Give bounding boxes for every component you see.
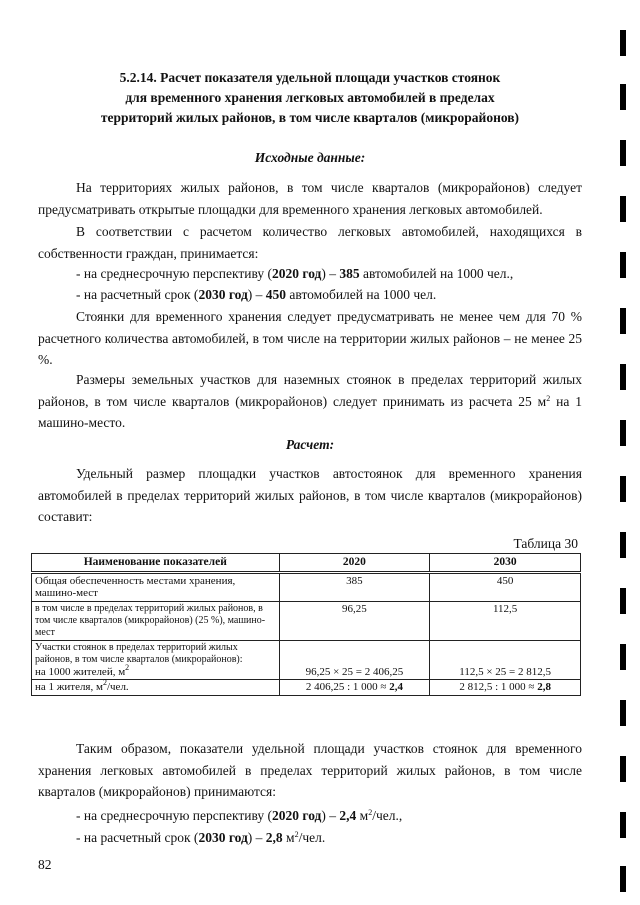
paragraph-temporary-storage bbox=[38, 306, 582, 371]
list-item-text: м bbox=[356, 808, 369, 823]
indicators-table bbox=[31, 553, 581, 696]
superscript: 2 bbox=[294, 830, 299, 839]
paragraph-text: На территориях жилых районов, в том числе кварталов (микрорайонов) следует предусматривать открытые площадки для временного хранения легковых автомобилей. bbox=[38, 180, 582, 217]
paragraph-open-parking bbox=[38, 177, 582, 220]
table-cell: 112,5 bbox=[430, 601, 581, 640]
superscript: 2 bbox=[125, 662, 130, 672]
section-heading-line: для временного хранения легковых автомобилей в пределах bbox=[125, 90, 495, 105]
table-cell-text: 2 812,5 : 1 000 ≈ bbox=[459, 681, 538, 693]
paragraph-conclusion bbox=[38, 738, 582, 803]
paragraph-car-ownership bbox=[38, 221, 582, 264]
table-cell bbox=[32, 640, 280, 680]
scan-edge-mark bbox=[620, 252, 626, 278]
list-item-text: /чел., bbox=[372, 808, 403, 823]
list-item-value: 2,4 bbox=[339, 808, 357, 823]
table-row bbox=[32, 680, 581, 696]
table-cell bbox=[32, 680, 280, 696]
table-header-cell: 2020 bbox=[279, 554, 430, 573]
scan-edge-mark bbox=[620, 84, 626, 110]
list-item-text: - на среднесрочную перспективу ( bbox=[76, 808, 273, 823]
table-header-row bbox=[32, 554, 581, 573]
list-item-text: ) – bbox=[321, 266, 340, 281]
table-row bbox=[32, 640, 581, 680]
list-item-text: ) – bbox=[321, 808, 340, 823]
table-cell: в том числе в пределах территорий жилых районов, в том числе кварталов (микрорайонов) (25 %), машино-мест bbox=[32, 601, 280, 640]
paragraph-text: Стоянки для временного хранения следует предусматривать не менее чем для 70 % расчетного количества автомобилей, в том числе на территории жилых районов – не менее 25 %. bbox=[38, 309, 582, 367]
list-item-text: ) – bbox=[247, 830, 266, 845]
list-item-text: автомобилей на 1000 чел. bbox=[286, 287, 437, 302]
scan-edge-mark bbox=[620, 812, 626, 838]
paragraph-text: В соответствии с расчетом количество легковых автомобилей, находящихся в собственности граждан, принимается: bbox=[38, 224, 582, 261]
scan-edge-mark bbox=[620, 588, 626, 614]
list-item-value: 2,8 bbox=[265, 830, 283, 845]
table-caption: Таблица 30 bbox=[513, 536, 578, 551]
scan-edge-mark bbox=[620, 364, 626, 390]
scan-edge-mark bbox=[620, 700, 626, 726]
superscript: 2 bbox=[102, 678, 107, 687]
list-item-value: 385 bbox=[339, 266, 360, 281]
table-cell: 112,5 × 25 = 2 812,5 bbox=[430, 640, 581, 680]
scan-edge-mark bbox=[620, 644, 626, 670]
superscript: 2 bbox=[368, 808, 373, 817]
result-item-2020 bbox=[76, 806, 582, 826]
paragraph-text: на 1 машино-место. bbox=[38, 393, 583, 430]
scan-edge-mark bbox=[620, 420, 626, 446]
table-cell-text: на 1 жителя, м bbox=[35, 681, 103, 693]
paragraph-text: Удельный размер площадки участков автостоянок для временного хранения автомобилей в пределах территорий жилых районов, в том числе кварталов (микрорайонов) составит: bbox=[38, 466, 582, 524]
table-cell: 96,25 bbox=[279, 601, 430, 640]
list-item-2030 bbox=[76, 285, 582, 305]
table-cell-result: 2,4 bbox=[389, 681, 403, 693]
list-item-year: 2020 год bbox=[272, 808, 322, 823]
paragraph-land-size bbox=[38, 369, 582, 434]
superscript: 2 bbox=[546, 393, 551, 403]
scan-edge-mark bbox=[620, 140, 626, 166]
table-cell bbox=[430, 680, 581, 696]
list-item-year: 2030 год bbox=[198, 830, 248, 845]
page-number: 82 bbox=[38, 857, 52, 872]
table-cell: 385 bbox=[279, 572, 430, 601]
scan-edge-mark bbox=[620, 30, 626, 56]
table-header-cell: Наименование показателей bbox=[32, 554, 280, 573]
scan-edge-mark bbox=[620, 532, 626, 558]
table-row bbox=[32, 572, 581, 601]
table-header-cell: 2030 bbox=[430, 554, 581, 573]
table-cell-text: Участки стоянок в пределах территорий жилых районов, в том числе кварталов (микрорайонов): bbox=[35, 641, 243, 665]
table-cell-result: 2,8 bbox=[537, 681, 551, 693]
table-cell-text: на 1000 жителей, м bbox=[35, 665, 126, 678]
scan-edge-mark bbox=[620, 476, 626, 502]
list-item-text: автомобилей на 1000 чел., bbox=[359, 266, 514, 281]
list-item-text: м bbox=[282, 830, 295, 845]
paragraph-calculation bbox=[38, 463, 582, 528]
paragraph-text: Размеры земельных участков для наземных стоянок в пределах территорий жилых районов, в том числе кварталов (микрорайонов) следует принимать из расчета 25 м bbox=[38, 372, 582, 409]
table-cell bbox=[279, 680, 430, 696]
list-item-text: - на расчетный срок ( bbox=[76, 830, 199, 845]
scan-edge-mark bbox=[620, 196, 626, 222]
list-item-2020 bbox=[76, 264, 582, 284]
initial-data-title: Исходные данные: bbox=[254, 150, 366, 165]
list-item-text: /чел. bbox=[298, 830, 326, 845]
section-heading-line: территорий жилых районов, в том числе кварталов (микрорайонов) bbox=[100, 110, 520, 125]
table-row bbox=[32, 601, 581, 640]
result-item-2030 bbox=[76, 828, 582, 848]
table-cell-text: 2 406,25 : 1 000 ≈ bbox=[305, 681, 390, 693]
section-heading-line: 5.2.14. Расчет показателя удельной площади участков стоянок bbox=[119, 70, 501, 85]
list-item-value: 450 bbox=[265, 287, 287, 302]
list-item-year: 2030 год bbox=[198, 287, 248, 302]
scan-edge-mark bbox=[620, 756, 626, 782]
list-item-text: - на среднесрочную перспективу ( bbox=[76, 266, 273, 281]
scan-edge-mark bbox=[620, 866, 626, 892]
list-item-year: 2020 год bbox=[272, 266, 322, 281]
table-cell: Общая обеспеченность местами хранения, машино-мест bbox=[32, 572, 280, 601]
table-cell: 450 bbox=[430, 572, 581, 601]
list-item-text: ) – bbox=[247, 287, 266, 302]
table-cell: 96,25 × 25 = 2 406,25 bbox=[279, 640, 430, 680]
paragraph-text: Таким образом, показатели удельной площади участков стоянок для временного хранения легковых автомобилей в пределах территорий жилых районов, в том числе кварталов (микрорайонов) принимаются: bbox=[38, 741, 582, 799]
scan-edge-mark bbox=[620, 308, 626, 334]
list-item-text: - на расчетный срок ( bbox=[76, 287, 199, 302]
section-heading bbox=[40, 68, 580, 128]
table-cell-text: /чел. bbox=[106, 681, 129, 693]
calc-title: Расчет: bbox=[285, 437, 335, 452]
